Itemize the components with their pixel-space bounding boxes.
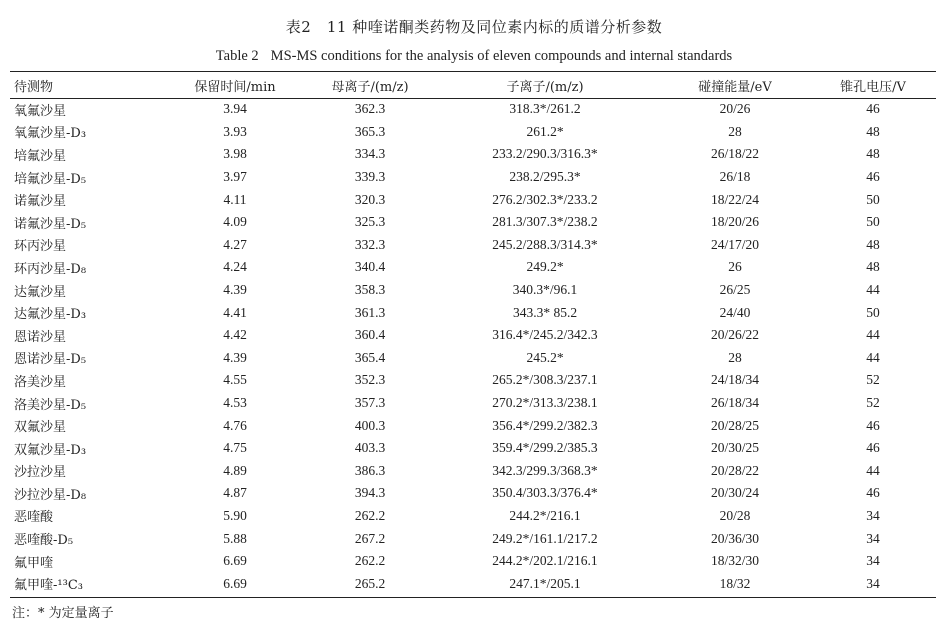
cell-parent-ion: 265.2 [354, 575, 386, 591]
cell-collision-energy: 20/26 [719, 101, 751, 117]
table-row [10, 166, 936, 189]
cell-analyte: 培氟沙星-D₅ [14, 171, 87, 187]
cell-parent-ion: 262.2 [354, 553, 386, 569]
cell-cone-voltage: 50 [866, 214, 880, 230]
cell-cone-voltage: 44 [866, 462, 880, 478]
cell-collision-energy: 20/28/25 [710, 417, 759, 433]
cell-retention-time: 5.88 [223, 530, 247, 546]
cell-analyte: 环丙沙星 [14, 239, 67, 255]
cell-parent-ion: 332.3 [354, 236, 386, 252]
cell-cone-voltage: 52 [866, 395, 880, 411]
cell-analyte: 培氟沙星 [14, 148, 67, 164]
cell-analyte: 洛美沙星 [14, 374, 67, 390]
cell-daughter-ion: 318.3*/261.2 [509, 101, 581, 117]
cell-parent-ion: 267.2 [354, 530, 386, 546]
table-row [10, 392, 936, 415]
header-cone-voltage: 锥孔电压/V [840, 79, 906, 95]
cell-parent-ion: 362.3 [354, 101, 386, 117]
cell-cone-voltage: 34 [866, 553, 880, 569]
cell-collision-energy: 26/25 [719, 282, 751, 298]
header-parent-ion: 母离子/(m/z) [331, 79, 409, 95]
cell-parent-ion: 360.4 [354, 327, 386, 343]
table-row [10, 256, 936, 279]
cell-collision-energy: 20/30/25 [710, 440, 759, 456]
table-row [10, 188, 936, 211]
cell-cone-voltage: 48 [866, 259, 880, 275]
cell-collision-energy: 20/26/22 [710, 327, 759, 343]
cell-collision-energy: 28 [728, 349, 742, 365]
cell-retention-time: 4.09 [223, 214, 247, 230]
cell-analyte: 恶喹酸-D₅ [14, 533, 74, 549]
cell-retention-time: 4.76 [223, 417, 247, 433]
cell-daughter-ion: 245.2* [526, 349, 564, 365]
table-header-row [10, 72, 936, 98]
table-caption-en [0, 48, 948, 65]
cell-analyte: 环丙沙星-D₈ [14, 261, 87, 277]
cell-cone-voltage: 34 [866, 575, 880, 591]
table-row [10, 98, 936, 121]
cell-collision-energy: 24/18/34 [710, 372, 759, 388]
table-caption-cn: 表2 11 种喹诺酮类药物及同位素内标的质谱分析参数 [285, 18, 663, 36]
cell-retention-time: 4.42 [223, 327, 247, 343]
table-row [10, 527, 936, 550]
table-row [10, 324, 936, 347]
cell-parent-ion: 334.3 [354, 146, 386, 162]
cell-analyte: 洛美沙星-D₅ [14, 397, 87, 413]
cell-retention-time: 3.97 [223, 169, 247, 185]
ms-conditions-table [10, 72, 936, 595]
cell-analyte: 氟甲喹 [14, 555, 54, 571]
cell-parent-ion: 339.3 [354, 169, 386, 185]
table-row [10, 550, 936, 573]
cell-collision-energy: 26/18/22 [710, 146, 759, 162]
cell-parent-ion: 352.3 [354, 372, 386, 388]
cell-cone-voltage: 50 [866, 304, 880, 320]
cell-retention-time: 3.93 [223, 123, 247, 139]
cell-collision-energy: 26/18/34 [710, 395, 759, 411]
table-row [10, 347, 936, 370]
cell-collision-energy: 18/32 [719, 575, 751, 591]
cell-cone-voltage: 50 [866, 191, 880, 207]
cell-retention-time: 3.98 [223, 146, 247, 162]
header-retention-time: 保留时间/min [194, 79, 276, 95]
table-row [10, 482, 936, 505]
cell-collision-energy: 18/20/26 [710, 214, 759, 230]
cell-analyte: 诺氟沙星-D₅ [14, 216, 87, 232]
cell-parent-ion: 386.3 [354, 462, 386, 478]
cell-daughter-ion: 350.4/303.3/376.4* [492, 485, 598, 501]
cell-parent-ion: 320.3 [354, 191, 386, 207]
cell-retention-time: 6.69 [223, 553, 247, 569]
cell-retention-time: 3.94 [223, 101, 247, 117]
cell-parent-ion: 403.3 [354, 440, 386, 456]
cell-parent-ion: 340.4 [354, 259, 386, 275]
cell-analyte: 沙拉沙星-D₈ [14, 487, 87, 503]
cell-cone-voltage: 44 [866, 282, 880, 298]
cell-parent-ion: 365.4 [354, 349, 386, 365]
cell-collision-energy: 20/28 [719, 507, 751, 523]
cell-collision-energy: 18/32/30 [710, 553, 759, 569]
cell-parent-ion: 400.3 [354, 417, 386, 433]
cell-daughter-ion: 238.2/295.3* [509, 169, 581, 185]
cell-analyte: 氧氟沙星-D₃ [14, 126, 87, 142]
cell-cone-voltage: 44 [866, 349, 880, 365]
cell-retention-time: 4.41 [223, 304, 247, 320]
table-row [10, 121, 936, 144]
cell-retention-time: 4.39 [223, 282, 247, 298]
header-analyte: 待测物 [14, 79, 54, 95]
cell-parent-ion: 361.3 [354, 304, 386, 320]
cell-daughter-ion: 340.3*/96.1 [512, 282, 578, 298]
cell-collision-energy: 20/30/24 [710, 485, 759, 501]
cell-cone-voltage: 48 [866, 146, 880, 162]
table-body [10, 98, 936, 595]
header-daughter-ion: 子离子/(m/z) [506, 79, 584, 95]
table-row [10, 414, 936, 437]
table-row [10, 369, 936, 392]
cell-cone-voltage: 46 [866, 440, 880, 456]
cell-analyte: 双氟沙星 [14, 420, 67, 436]
cell-daughter-ion: 342.3/299.3/368.3* [492, 462, 598, 478]
cell-daughter-ion: 356.4*/299.2/382.3 [492, 417, 598, 433]
cell-parent-ion: 358.3 [354, 282, 386, 298]
cell-collision-energy: 26 [728, 259, 742, 275]
cell-daughter-ion: 343.3* 85.2 [512, 304, 578, 320]
cell-daughter-ion: 316.4*/245.2/342.3 [492, 327, 598, 343]
cell-daughter-ion: 245.2/288.3/314.3* [492, 236, 598, 252]
cell-retention-time: 4.24 [223, 259, 247, 275]
cell-analyte: 达氟沙星 [14, 284, 67, 300]
cell-retention-time: 6.69 [223, 575, 247, 591]
cell-retention-time: 4.53 [223, 395, 247, 411]
cell-cone-voltage: 34 [866, 530, 880, 546]
cell-cone-voltage: 34 [866, 507, 880, 523]
table-row [10, 279, 936, 302]
cell-retention-time: 4.11 [223, 191, 247, 207]
cell-daughter-ion: 244.2*/216.1 [509, 507, 581, 523]
table-caption-en-label: Table 2 [215, 48, 259, 64]
cell-collision-energy: 18/22/24 [710, 191, 759, 207]
cell-cone-voltage: 46 [866, 169, 880, 185]
table-caption-en-text: MS-MS conditions for the analysis of eleven compounds and internal standards [270, 48, 733, 64]
table-row [10, 143, 936, 166]
cell-retention-time: 4.89 [223, 462, 247, 478]
table-footnote: 注：* 为定量离子 [12, 606, 114, 621]
table-row [10, 211, 936, 234]
header-collision-energy: 碰撞能量/eV [698, 79, 772, 95]
cell-collision-energy: 24/40 [719, 304, 751, 320]
cell-analyte: 氟甲喹-¹³C₃ [14, 578, 83, 594]
cell-daughter-ion: 249.2* [526, 259, 564, 275]
cell-parent-ion: 365.3 [354, 123, 386, 139]
cell-retention-time: 4.55 [223, 372, 247, 388]
cell-analyte: 沙拉沙星 [14, 465, 67, 481]
cell-analyte: 恶喹酸 [14, 510, 54, 526]
table-row [10, 234, 936, 257]
cell-retention-time: 5.90 [223, 507, 247, 523]
table-row [10, 505, 936, 528]
cell-analyte: 诺氟沙星 [14, 194, 67, 210]
cell-collision-energy: 26/18 [719, 169, 751, 185]
cell-analyte: 恩诺沙星-D₅ [14, 352, 87, 368]
cell-collision-energy: 20/36/30 [710, 530, 759, 546]
cell-cone-voltage: 46 [866, 417, 880, 433]
table-row [10, 460, 936, 483]
cell-daughter-ion: 261.2* [526, 123, 564, 139]
cell-collision-energy: 28 [728, 123, 742, 139]
cell-cone-voltage: 48 [866, 236, 880, 252]
cell-parent-ion: 325.3 [354, 214, 386, 230]
cell-parent-ion: 262.2 [354, 507, 386, 523]
cell-cone-voltage: 52 [866, 372, 880, 388]
cell-daughter-ion: 276.2/302.3*/233.2 [492, 191, 598, 207]
cell-cone-voltage: 46 [866, 101, 880, 117]
cell-retention-time: 4.75 [223, 440, 247, 456]
cell-cone-voltage: 44 [866, 327, 880, 343]
table-row [10, 301, 936, 324]
table-row [10, 572, 936, 595]
cell-retention-time: 4.27 [223, 236, 247, 252]
cell-daughter-ion: 359.4*/299.2/385.3 [492, 440, 598, 456]
cell-cone-voltage: 48 [866, 123, 880, 139]
cell-analyte: 恩诺沙星 [14, 329, 67, 345]
cell-analyte: 氧氟沙星 [14, 103, 67, 119]
cell-parent-ion: 357.3 [354, 395, 386, 411]
cell-daughter-ion: 233.2/290.3/316.3* [492, 146, 598, 162]
cell-daughter-ion: 281.3/307.3*/238.2 [492, 214, 598, 230]
table-row [10, 437, 936, 460]
cell-daughter-ion: 247.1*/205.1 [509, 575, 581, 591]
cell-retention-time: 4.39 [223, 349, 247, 365]
cell-daughter-ion: 249.2*/161.1/217.2 [492, 530, 598, 546]
cell-collision-energy: 24/17/20 [710, 236, 759, 252]
cell-cone-voltage: 46 [866, 485, 880, 501]
cell-parent-ion: 394.3 [354, 485, 386, 501]
cell-analyte: 双氟沙星-D₃ [14, 442, 87, 458]
cell-daughter-ion: 265.2*/308.3/237.1 [492, 372, 598, 388]
cell-collision-energy: 20/28/22 [710, 462, 759, 478]
table-bottom-rule [10, 597, 936, 598]
cell-analyte: 达氟沙星-D₃ [14, 307, 87, 323]
cell-daughter-ion: 270.2*/313.3/238.1 [492, 395, 598, 411]
cell-retention-time: 4.87 [223, 485, 247, 501]
cell-daughter-ion: 244.2*/202.1/216.1 [492, 553, 598, 569]
